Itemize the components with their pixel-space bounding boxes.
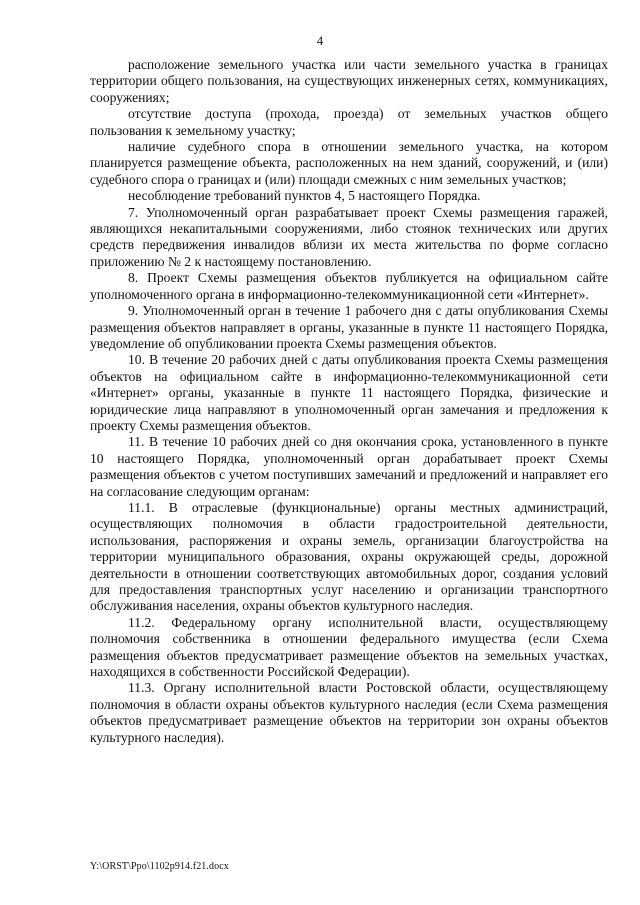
paragraph-no-access: отсутствие доступа (прохода, проезда) от земельных участков общего пользования к земельному участку; [90,106,608,138]
paragraph-item-11-3: 11.3. Органу исполнительной власти Ростовской области, осуществляющему полномочия в области охраны объектов культурного наследия (если Схема размещения объектов предусматривает размещение объектов на территории зон охраны объектов культурного наследия). [90,680,608,745]
paragraph-court-dispute: наличие судебного спора в отношении земельного участка, на котором планируется размещение объекта, расположенных на нем зданий, сооружений, и (или) судебного спора о границах и (или) площади смежных с ним земельных участков; [90,139,608,187]
paragraph-item-7: 7. Уполномоченный орган разрабатывает проект Схемы размещения гаражей, являющихся некапитальными сооружениями, либо стоянок технических или других средств передвижения инвалидов вблизи их места жительства по форме согласно приложению № 2 к настоящему постановлению. [90,204,608,269]
document-body [90,57,608,746]
paragraph-item-11: 11. В течение 10 рабочих дней со дня окончания срока, установленного в пункте 10 настоящего Порядка, уполномоченный орган дорабатывает проект Схемы размещения объектов с учетом поступивших замечаний и предложений и направляет его на согласование следующим органам: [90,434,608,499]
paragraph-item-10: 10. В течение 20 рабочих дней с даты опубликования проекта Схемы размещения объектов на официальном сайте в информационно-телекоммуникационной сети «Интернет» органы, указанные в пункте 11 настоящего Порядка, физические и юридические лица направляют в уполномоченный орган замечания и предложения к проекту Схемы размещения объектов. [90,352,608,433]
paragraph-non-compliance: несоблюдение требований пунктов 4, 5 настоящего Порядка. [128,188,481,204]
page-number: 4 [316,34,324,48]
paragraph-item-9: 9. Уполномоченный орган в течение 1 рабочего дня с даты опубликования Схемы размещения объектов направляет в органы, указанные в пункте 11 настоящего Порядка, уведомление об опубликовании проекта Схемы размещения объектов. [90,303,608,351]
paragraph-land-location: расположение земельного участка или части земельного участка в границах территории общего пользования, на существующих инженерных сетях, коммуникациях, сооружениях; [90,57,608,105]
paragraph-item-11-1: 11.1. В отраслевые (функциональные) органы местных администраций, осуществляющих полномочия в области градостроительной деятельности, использования, распоряжения и охраны земель, организации благоустройства на территории муниципального образования, охраны окружающей среды, дорожной деятельности в отношении соответствующих автомобильных дорог, создания условий для предоставления транспортных услуг населению и организации транспортного обслуживания населения, охраны объектов культурного наследия. [90,499,608,614]
paragraph-item-8: 8. Проект Схемы размещения объектов публикуется на официальном сайте уполномоченного органа в информационно-телекоммуникационной сети «Интернет». [90,270,608,302]
footer-file-path: Y:\ORST\Ppo\1102p914.f21.docx [90,861,229,872]
paragraph-item-11-2: 11.2. Федеральному органу исполнительной власти, осуществляющему полномочия собственника в отношении федерального имущества (если Схема размещения объектов предусматривает размещение объектов на земельных участках, находящихся в собственности Российской Федерации). [90,614,608,680]
